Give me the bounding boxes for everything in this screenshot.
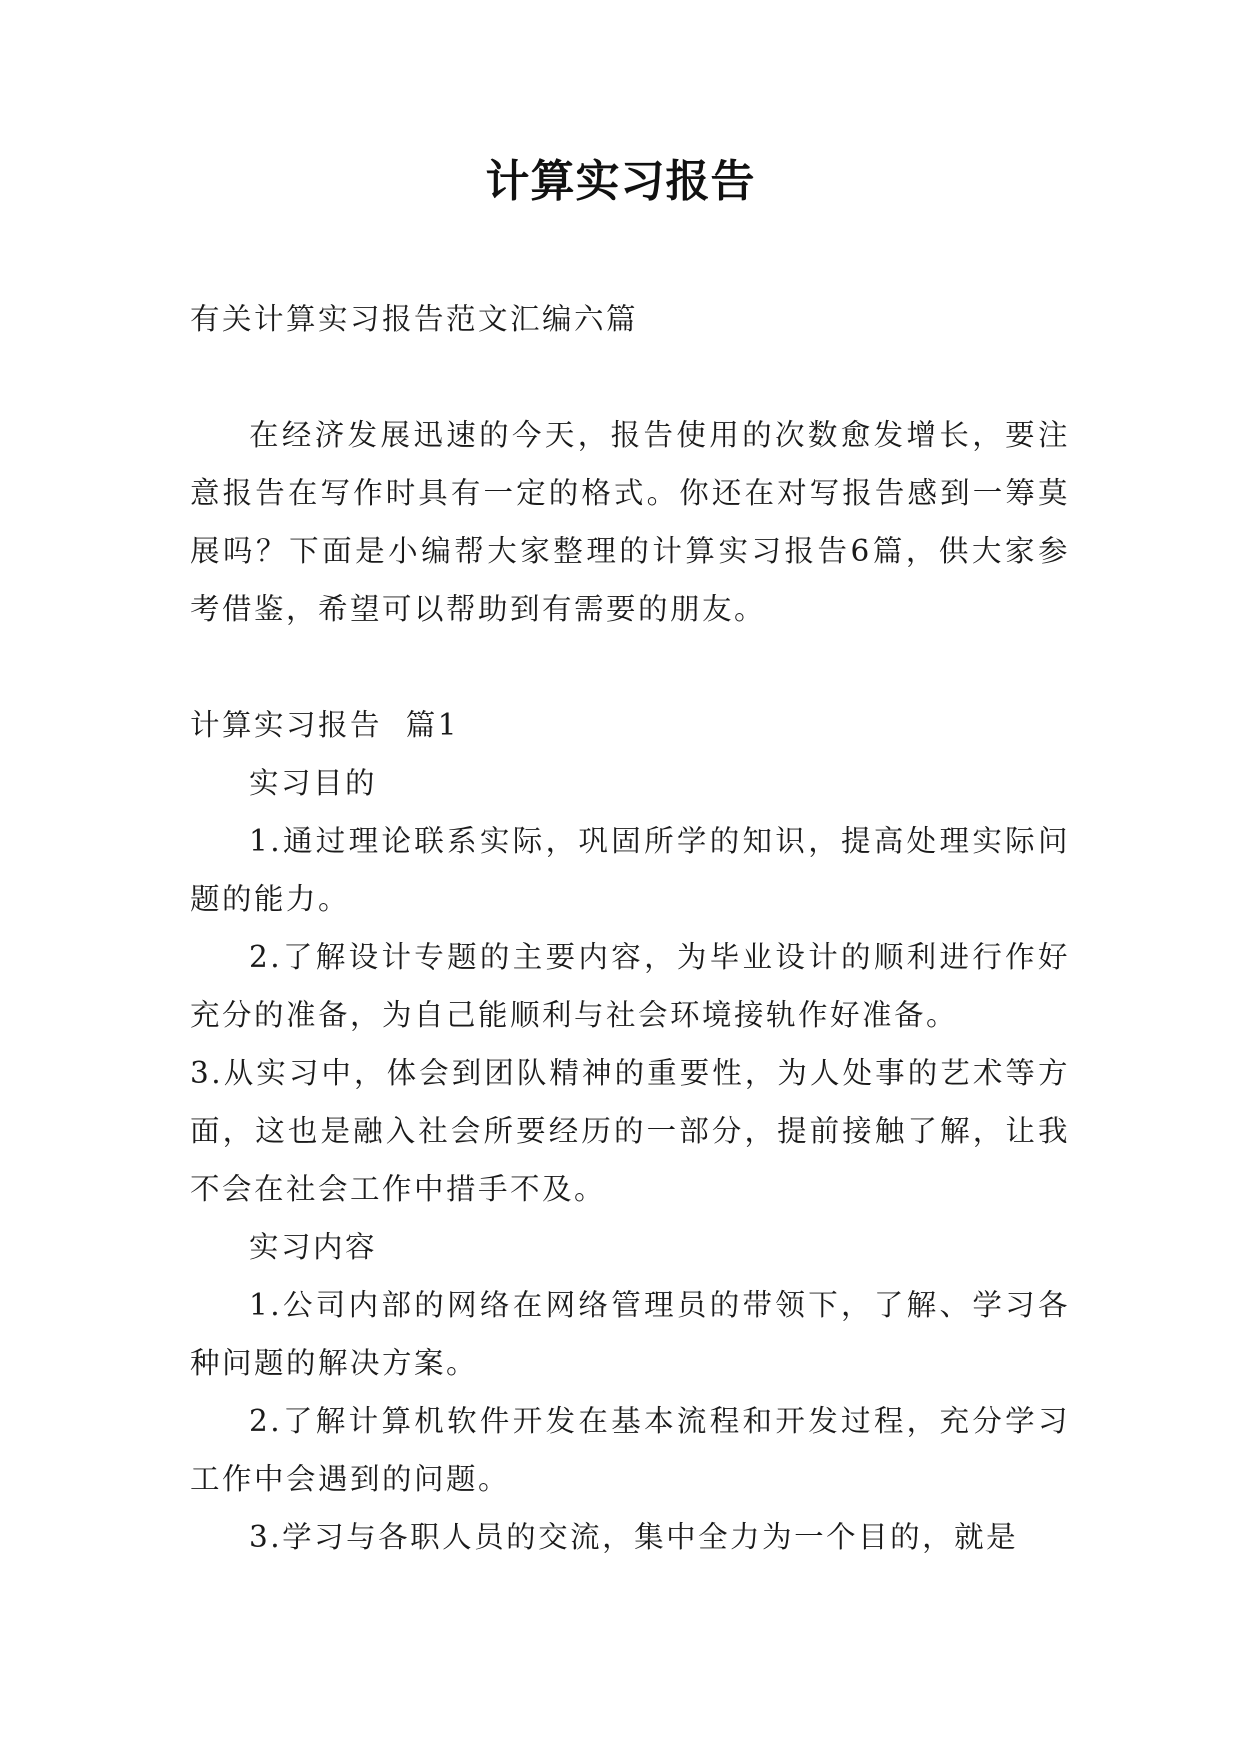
section-heading: 计算实习报告 篇1: [190, 708, 460, 742]
document-body: [190, 290, 1070, 1566]
content-item-3: 3.学习与各职人员的交流，集中全力为一个目的，就是: [249, 1520, 1019, 1554]
purpose-item-2: 2.了解设计专题的主要内容，为毕业设计的顺利进行作好充分的准备，为自己能顺利与社会环境接轨作好准备。: [190, 940, 1070, 1032]
purpose-item-1: 1.通过理论联系实际，巩固所学的知识，提高处理实际问题的能力。: [190, 824, 1070, 916]
document-subtitle: 有关计算实习报告范文汇编六篇: [190, 302, 639, 336]
content-item-2: 2.了解计算机软件开发在基本流程和开发过程，充分学习工作中会遇到的问题。: [190, 1404, 1070, 1496]
document-title: 计算实习报告: [485, 156, 756, 207]
purpose-heading: 实习目的: [249, 766, 378, 800]
intro-paragraph: 在经济发展迅速的今天，报告使用的次数愈发增长，要注意报告在写作时具有一定的格式。你还在对写报告感到一筹莫展吗？下面是小编帮大家整理的计算实习报告6篇，供大家参考借鉴，希望可以帮助到有需要的朋友。: [190, 418, 1070, 626]
content-item-1: 1.公司内部的网络在网络管理员的带领下，了解、学习各种问题的解决方案。: [190, 1288, 1070, 1380]
content-heading: 实习内容: [249, 1230, 378, 1264]
purpose-item-3: 3.从实习中，体会到团队精神的重要性，为人处事的艺术等方面，这也是融入社会所要经历的一部分，提前接触了解，让我不会在社会工作中措手不及。: [190, 1056, 1070, 1206]
